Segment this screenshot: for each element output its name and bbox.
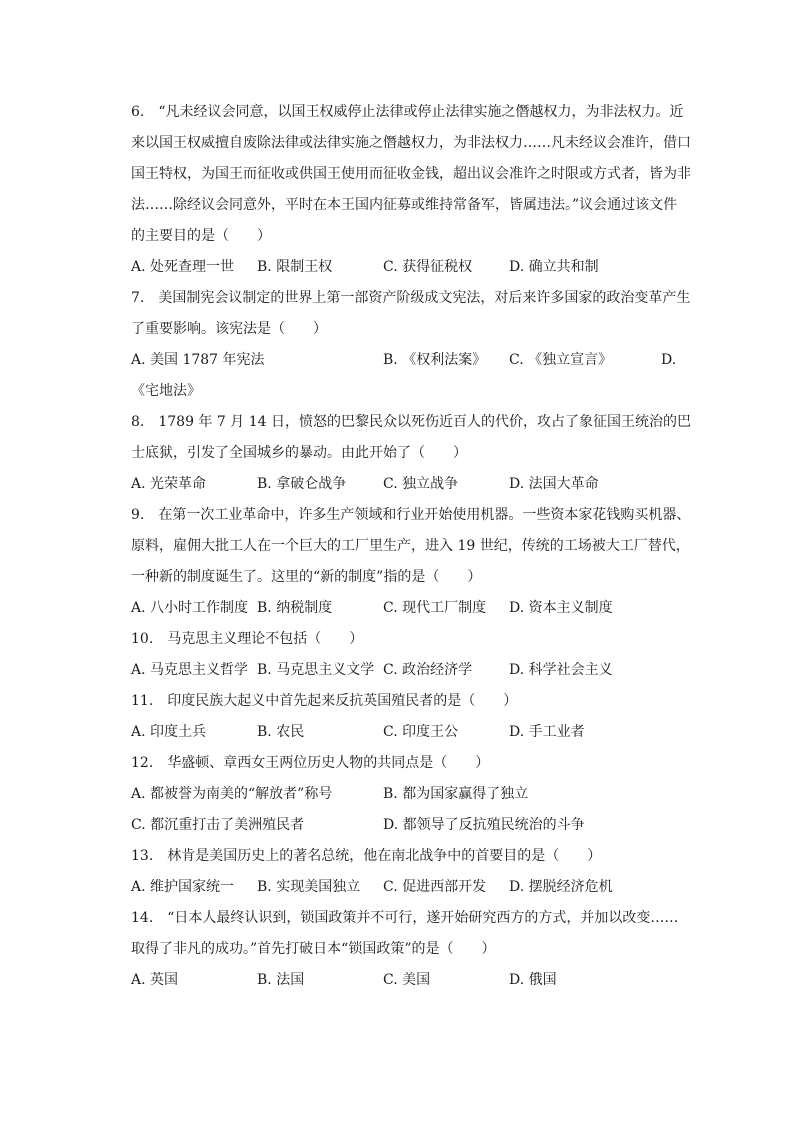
question-12-options-row-2 bbox=[131, 810, 691, 841]
option-a: A. 光荣革命 bbox=[131, 476, 207, 492]
option-d: D. 摆脱经济危机 bbox=[509, 879, 613, 895]
option-b: B. 马克思主义文学 bbox=[257, 662, 375, 678]
option-b: B. 限制王权 bbox=[257, 259, 333, 275]
question-12-stem: 12. 华盛顿、章西女王两位历史人物的共同点是（ ） bbox=[131, 755, 490, 771]
question-12 bbox=[131, 748, 691, 841]
question-6-stem: 6. “凡未经议会同意，以国王权威停止法律或停止法律实施之僭越权力，为非法权力。近来以国王权威擅自废除法律或法律实施之僭越权力，为非法权力……凡未经议会准许，借口国王特权，为国王而征收或供国王使用而征收金钱，超出议会准许之时限或方式者，皆为非法……除经议会同意外，平时在本王国内征募或维持常备军，皆属违法。”议会通过该文件的主要目的是（ ） bbox=[131, 104, 691, 244]
option-b: B. 农民 bbox=[257, 724, 305, 740]
option-a: A. 英国 bbox=[131, 972, 179, 988]
option-a: A. 马克思主义哲学 bbox=[131, 662, 249, 678]
question-8-stem: 8. 1789 年 7 月 14 日，愤怒的巴黎民众以死伤近百人的代价，攻占了象征国王统治的巴士底狱，引发了全国城乡的暴动。由此开始了（ ） bbox=[131, 414, 691, 461]
option-b: B. 拿破仑战争 bbox=[257, 476, 347, 492]
option-d: D. 确立共和制 bbox=[509, 259, 599, 275]
question-8 bbox=[131, 407, 691, 500]
question-13-options bbox=[131, 872, 691, 903]
question-14 bbox=[131, 903, 691, 996]
option-a: A. 都被誉为南美的“解放者”称号 bbox=[131, 786, 333, 802]
option-d: D. bbox=[661, 352, 677, 368]
option-c: C. 都沉重打击了美洲殖民者 bbox=[131, 817, 305, 833]
question-10-options bbox=[131, 655, 691, 686]
option-c: C. 促进西部开发 bbox=[383, 879, 487, 895]
question-8-options bbox=[131, 469, 691, 500]
question-11-stem: 11. 印度民族大起义中首先起来反抗英国殖民者的是（ ） bbox=[131, 693, 518, 709]
option-b: B. 法国 bbox=[257, 972, 305, 988]
option-d: D. 法国大革命 bbox=[509, 476, 599, 492]
option-c: C. 印度王公 bbox=[383, 724, 459, 740]
question-10 bbox=[131, 624, 691, 686]
question-14-stem: 14. “日本人最终认识到，锁国政策并不可行，遂开始研究西方的方式，并加以改变……取得了非凡的成功。”首先打破日本“锁国政策”的是（ ） bbox=[131, 910, 679, 957]
question-6 bbox=[131, 97, 691, 283]
question-9-options bbox=[131, 593, 691, 624]
option-b: B. 都为国家赢得了独立 bbox=[383, 786, 529, 802]
question-10-stem: 10. 马克思主义理论不包括（ ） bbox=[131, 631, 364, 647]
option-d: D. 手工业者 bbox=[509, 724, 585, 740]
option-b: B. 《权利法案》 bbox=[383, 352, 487, 368]
question-12-options-row-1 bbox=[131, 779, 691, 810]
question-6-options bbox=[131, 252, 691, 283]
question-14-options bbox=[131, 965, 691, 996]
option-b: B. 纳税制度 bbox=[257, 600, 333, 616]
option-c: C. 独立战争 bbox=[383, 476, 459, 492]
option-c: C. 《独立宣言》 bbox=[509, 352, 613, 368]
option-c: C. 获得征税权 bbox=[383, 259, 473, 275]
option-c: C. 政治经济学 bbox=[383, 662, 473, 678]
option-d: D. 资本主义制度 bbox=[509, 600, 613, 616]
option-a: A. 处死查理一世 bbox=[131, 259, 235, 275]
question-13-stem: 13. 林肯是美国历史上的著名总统，他在南北战争中的首要目的是（ ） bbox=[131, 848, 602, 864]
option-a: A. 八小时工作制度 bbox=[131, 600, 249, 616]
option-a: A. 美国 1787 年宪法 bbox=[131, 352, 265, 368]
option-a: A. 印度土兵 bbox=[131, 724, 207, 740]
option-b: B. 实现美国独立 bbox=[257, 879, 361, 895]
question-9 bbox=[131, 500, 691, 624]
question-11-options bbox=[131, 717, 691, 748]
question-7-stem: 7. 美国制宪会议制定的世界上第一部资产阶级成文宪法，对后来许多国家的政治变革产生了重要影响。该宪法是（ ） bbox=[131, 290, 691, 337]
question-13 bbox=[131, 841, 691, 903]
option-c: C. 美国 bbox=[383, 972, 431, 988]
question-list bbox=[131, 97, 691, 996]
option-d: D. 科学社会主义 bbox=[509, 662, 613, 678]
question-9-stem: 9. 在第一次工业革命中，许多生产领域和行业开始使用机器。一些资本家花钱购买机器、原料，雇佣大批工人在一个巨大的工厂里生产，进入 19 世纪，传统的工场被大工厂替代，一种新的制度诞生了。这里的“新的制度”指的是（ ） bbox=[131, 507, 691, 585]
option-d: D. 都领导了反抗殖民统治的斗争 bbox=[383, 817, 585, 833]
question-11 bbox=[131, 686, 691, 748]
question-7-options bbox=[131, 345, 691, 376]
question-7 bbox=[131, 283, 691, 407]
option-a: A. 维护国家统一 bbox=[131, 879, 235, 895]
option-d-continued: 《宅地法》 bbox=[131, 383, 201, 399]
option-c: C. 现代工厂制度 bbox=[383, 600, 487, 616]
option-d: D. 俄国 bbox=[509, 972, 557, 988]
